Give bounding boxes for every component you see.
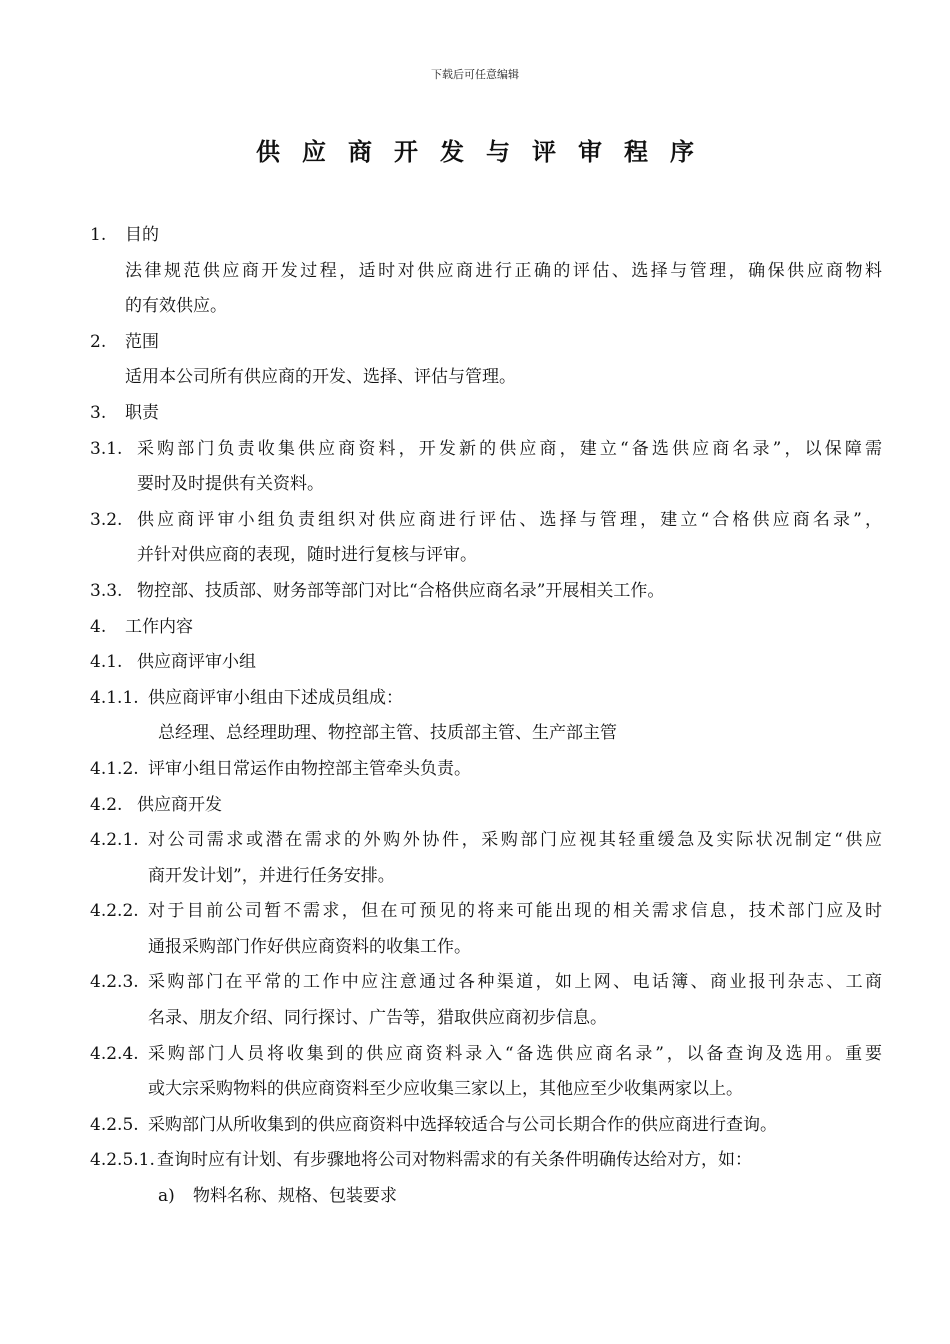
section-heading — [90, 614, 882, 650]
section-number: 2. — [90, 331, 107, 352]
member-list-line — [90, 720, 882, 756]
subclause-line — [90, 685, 882, 721]
paragraph-text: 适用本公司所有供应商的开发、选择、评估与管理。 — [125, 367, 516, 388]
section-heading — [90, 329, 882, 365]
subclause-text: 采购部门在平常的工作中应注意通过各种渠道，如上网、电话簿、商业报刊杂志、工商 — [148, 972, 882, 993]
document-body — [90, 222, 882, 1219]
subclause-text: 供应商评审小组由下述成员组成： — [148, 687, 403, 708]
section-heading — [90, 222, 882, 258]
clause-number: 3.1. — [90, 438, 123, 459]
subclause-text: 对于目前公司暂不需求，但在可预见的将来可能出现的相关需求信息，技术部门应及时 — [148, 901, 882, 922]
member-list-text: 总经理、总经理助理、物控部主管、技质部主管、生产部主管 — [158, 723, 617, 744]
subsubclause-number: 4.2.5.1. — [90, 1150, 155, 1171]
paragraph-line — [90, 293, 882, 329]
clause-number: 3.3. — [90, 580, 123, 601]
list-item-marker: a) — [158, 1186, 175, 1207]
subclause-text: 评审小组日常运作由物控部主管牵头负责。 — [148, 758, 471, 779]
subclause-number: 4.2.4. — [90, 1043, 139, 1064]
clause-text: 要时及时提供有关资料。 — [137, 474, 324, 495]
clause-text: 供应商评审小组负责组织对供应商进行评估、选择与管理，建立“合格供应商名录”， — [137, 509, 882, 530]
clause-line — [90, 649, 882, 685]
clause-number: 3.2. — [90, 509, 123, 530]
subclause-number: 4.2.3. — [90, 972, 139, 993]
section-heading — [90, 400, 882, 436]
clause-text: 供应商开发 — [137, 794, 222, 815]
header-note: 下载后可任意编辑 — [431, 68, 519, 81]
subclause-line — [90, 827, 882, 863]
subclause-line — [90, 969, 882, 1005]
paragraph-line — [90, 258, 882, 294]
subclause-text: 通报采购部门作好供应商资料的收集工作。 — [148, 936, 471, 957]
section-number: 3. — [90, 402, 107, 423]
list-item-text: 物料名称、规格、包装要求 — [193, 1186, 397, 1207]
clause-text: 采购部门负责收集供应商资料，开发新的供应商，建立“备选供应商名录”，以保障需 — [137, 438, 882, 459]
section-text: 职责 — [125, 402, 159, 423]
paragraph-text: 法律规范供应商开发过程，适时对供应商进行正确的评估、选择与管理，确保供应商物料 — [125, 260, 882, 281]
clause-continuation — [90, 471, 882, 507]
subclause-continuation — [90, 1005, 882, 1041]
subclause-number: 4.1.1. — [90, 687, 139, 708]
subclause-text: 名录、朋友介绍、同行探讨、广告等，猎取供应商初步信息。 — [148, 1008, 607, 1029]
subclause-text: 对公司需求或潜在需求的外购外协件，采购部门应视其轻重缓急及实际状况制定“供应 — [148, 830, 882, 851]
clause-text: 供应商评审小组 — [137, 652, 256, 673]
section-text: 目的 — [125, 225, 159, 245]
subclause-continuation — [90, 1076, 882, 1112]
subclause-continuation — [90, 863, 882, 899]
subclause-line — [90, 756, 882, 792]
page-title: 供应商开发与评审程序 — [256, 138, 716, 166]
subclause-text: 商开发计划”，并进行任务安排。 — [148, 865, 395, 886]
clause-line — [90, 578, 882, 614]
subclause-continuation — [90, 934, 882, 970]
subclause-text: 采购部门人员将收集到的供应商资料录入“备选供应商名录”，以备查询及选用。重要 — [148, 1043, 882, 1064]
section-number: 4. — [90, 616, 107, 637]
subclause-number: 4.2.1. — [90, 830, 139, 851]
clause-text: 并针对供应商的表现，随时进行复核与评审。 — [137, 545, 477, 566]
clause-line — [90, 507, 882, 543]
subclause-text: 采购部门从所收集到的供应商资料中选择较适合与公司长期合作的供应商进行查询。 — [148, 1114, 777, 1135]
subclause-number: 4.2.5. — [90, 1114, 139, 1135]
section-number: 1. — [90, 225, 107, 245]
clause-line — [90, 792, 882, 828]
section-text: 范围 — [125, 331, 159, 352]
list-item — [90, 1183, 882, 1219]
subclause-number: 4.2.2. — [90, 901, 139, 922]
subclause-line — [90, 898, 882, 934]
subclause-line — [90, 1112, 882, 1148]
paragraph-text: 的有效供应。 — [125, 296, 227, 317]
section-text: 工作内容 — [125, 616, 193, 637]
clause-number: 4.2. — [90, 794, 123, 815]
subclause-number: 4.1.2. — [90, 758, 139, 779]
clause-line — [90, 436, 882, 472]
subsubclause-line — [90, 1147, 882, 1183]
clause-text: 物控部、技质部、财务部等部门对比“合格供应商名录”开展相关工作。 — [137, 580, 665, 601]
subclause-line — [90, 1041, 882, 1077]
subsubclause-text: 查询时应有计划、有步骤地将公司对物料需求的有关条件明确传达给对方，如： — [157, 1150, 752, 1171]
paragraph-line — [90, 364, 882, 400]
clause-continuation — [90, 542, 882, 578]
subclause-text: 或大宗采购物料的供应商资料至少应收集三家以上，其他应至少收集两家以上。 — [148, 1079, 743, 1100]
clause-number: 4.1. — [90, 652, 123, 673]
